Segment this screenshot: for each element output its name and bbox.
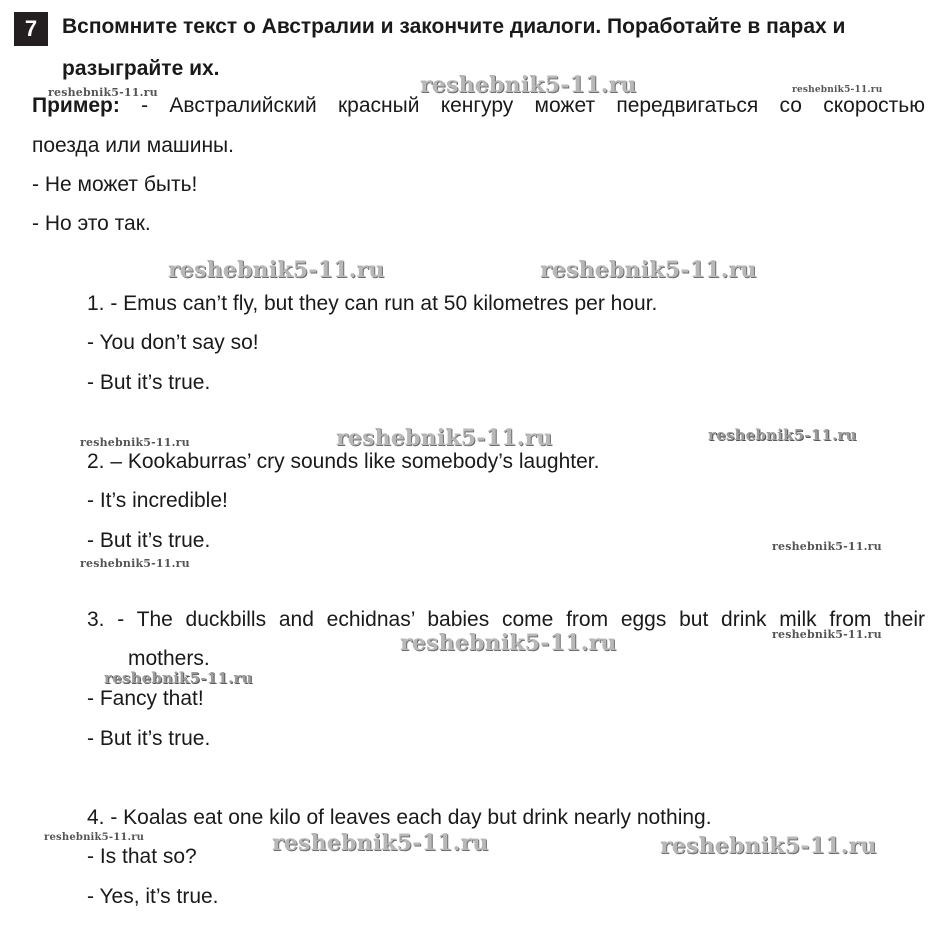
watermark: reshebnik5-11.ru bbox=[44, 832, 145, 843]
example-text-1: - Австралийский красный кенгуру может передвигаться со скоростью bbox=[119, 94, 925, 117]
example-line-4: - Но это так. bbox=[32, 212, 151, 235]
watermark: reshebnik5-11.ru bbox=[540, 257, 757, 283]
task-title-line-2: разыграйте их. bbox=[62, 57, 220, 80]
dialog-2-line-1: 2. – Kookaburras’ cry sounds like somebody’s laughter. bbox=[87, 450, 600, 473]
dialog-4-line-3: - Yes, it’s true. bbox=[87, 885, 219, 908]
dialog-1-line-1: 1. - Emus can’t fly, but they can run at 50 kilometres per hour. bbox=[87, 292, 658, 315]
dialog-3-line-1b: mothers. bbox=[128, 647, 210, 670]
watermark: reshebnik5-11.ru bbox=[272, 830, 489, 856]
watermark: reshebnik5-11.ru bbox=[104, 669, 253, 687]
watermark: reshebnik5-11.ru bbox=[80, 557, 190, 570]
dialog-2-line-3: - But it’s true. bbox=[87, 529, 211, 552]
example-label: Пример: bbox=[32, 94, 120, 117]
dialog-3-line-3: - But it’s true. bbox=[87, 727, 211, 750]
dialog-1-line-3: - But it’s true. bbox=[87, 371, 211, 394]
dialog-4-line-1: 4. - Koalas eat one kilo of leaves each day but drink nearly nothing. bbox=[87, 806, 712, 829]
watermark: reshebnik5-11.ru bbox=[168, 257, 385, 283]
watermark: reshebnik5-11.ru bbox=[420, 72, 637, 98]
dialog-2-line-2: - It’s incredible! bbox=[87, 489, 228, 512]
watermark: reshebnik5-11.ru bbox=[336, 425, 553, 451]
watermark: reshebnik5-11.ru bbox=[48, 86, 158, 99]
watermark: reshebnik5-11.ru bbox=[80, 436, 190, 449]
watermark: reshebnik5-11.ru bbox=[400, 630, 617, 656]
example-line-2: поезда или машины. bbox=[32, 134, 234, 157]
watermark: reshebnik5-11.ru bbox=[708, 426, 857, 444]
example-line-3: - Не может быть! bbox=[32, 173, 198, 196]
watermark: reshebnik5-11.ru bbox=[660, 833, 877, 859]
watermark: reshebnik5-11.ru bbox=[792, 85, 883, 95]
task-number-badge: 7 bbox=[14, 12, 48, 46]
dialog-1-line-2: - You don’t say so! bbox=[87, 331, 259, 354]
watermark: reshebnik5-11.ru bbox=[772, 540, 882, 553]
dialog-3-line-1: 3. - The duckbills and echidnas’ babies come from eggs but drink milk from their bbox=[87, 608, 925, 631]
dialog-3-line-2: - Fancy that! bbox=[87, 687, 204, 710]
dialog-4-line-2: - Is that so? bbox=[87, 845, 197, 868]
watermark: reshebnik5-11.ru bbox=[772, 628, 882, 641]
task-title-line-1: Вспомните текст о Австралии и закончите диалоги. Поработайте в парах и bbox=[62, 15, 846, 38]
